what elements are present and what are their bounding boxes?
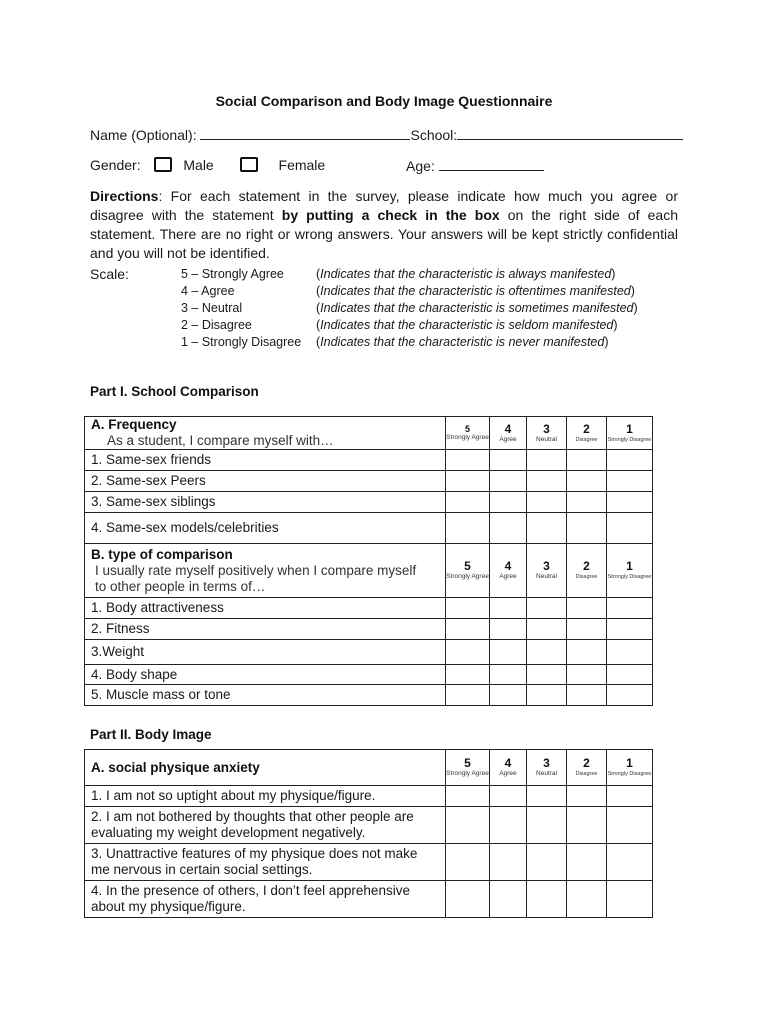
statement [85, 881, 446, 918]
scale-num: 3 [543, 756, 550, 770]
section-b-subtitle: I usually rate myself positively when I compare myself [95, 562, 417, 578]
scale-lab: Neutral [536, 770, 557, 777]
scale-lab: Strongly Disagree [607, 771, 652, 777]
paren: ) [633, 301, 638, 315]
scale-header-2 [567, 544, 607, 598]
table-row [85, 807, 653, 844]
scale-level-1 [181, 335, 609, 349]
statement: 4. Same-sex models/celebrities [85, 513, 446, 544]
scale-lab: Strongly Agree [446, 573, 489, 580]
check-box-3[interactable] [527, 513, 567, 544]
check-box-2[interactable] [567, 471, 607, 492]
statement [85, 786, 446, 807]
statement: 2. Same-sex Peers [85, 471, 446, 492]
check-box-3[interactable] [527, 598, 567, 619]
page-title: Social Comparison and Body Image Questionnaire [215, 93, 553, 109]
age-group [406, 157, 544, 174]
scale-level-desc: Indicates that the characteristic is sometimes manifested [320, 301, 634, 315]
section-a-subtitle: As a student, I compare myself with… [107, 433, 334, 448]
check-box-2[interactable] [567, 450, 607, 471]
statement: 3.Weight [85, 640, 446, 665]
scale-level-3 [181, 301, 638, 315]
table-row [85, 598, 653, 619]
scale-header-4 [490, 750, 527, 786]
scale-num: 1 [626, 756, 633, 770]
scale-lab: Agree [499, 435, 517, 443]
school-field[interactable] [457, 126, 683, 140]
paren: ) [611, 267, 616, 281]
scale-lab: Disagree [575, 771, 598, 777]
check-box-2[interactable] [567, 881, 607, 918]
scale-lab: Agree [499, 770, 517, 777]
check-box-4[interactable] [490, 807, 527, 844]
check-box-3[interactable] [527, 471, 567, 492]
check-box-3[interactable] [527, 619, 567, 640]
check-box-3[interactable] [527, 844, 567, 881]
scale-lab: Strongly Disagree [607, 436, 652, 443]
check-box-1[interactable] [607, 640, 653, 665]
scale-header-5 [446, 544, 490, 598]
check-box-3[interactable] [527, 665, 567, 685]
table-row [85, 786, 653, 807]
scale-header-2 [567, 750, 607, 786]
check-box-2[interactable] [567, 807, 607, 844]
check-box-1[interactable] [607, 492, 653, 513]
check-box-1[interactable] [607, 881, 653, 918]
check-box-1[interactable] [607, 786, 653, 807]
statement: 4. Body shape [85, 665, 446, 685]
female-checkbox[interactable] [240, 157, 258, 172]
check-box-5[interactable] [446, 685, 490, 706]
check-box-1[interactable] [607, 450, 653, 471]
check-box-5[interactable] [446, 598, 490, 619]
age-field[interactable] [439, 157, 544, 171]
paren: ( [316, 301, 321, 315]
scale-level-text: 3 – Neutral [181, 301, 243, 315]
name-label: Name (Optional): [90, 127, 197, 143]
directions-paragraph [90, 187, 678, 263]
scale-num: 4 [504, 421, 512, 436]
scale-level-text: 4 – Agree [181, 284, 235, 298]
check-box-3[interactable] [527, 640, 567, 665]
scale-header-3 [527, 544, 567, 598]
check-box-2[interactable] [567, 665, 607, 685]
scale-lab: Strongly Disagree [607, 574, 652, 580]
table-row [85, 471, 653, 492]
scale-level-4 [181, 284, 635, 298]
check-box-1[interactable] [607, 513, 653, 544]
scale-num: 2 [583, 756, 590, 770]
check-box-2[interactable] [567, 513, 607, 544]
scale-num: 5 [464, 424, 470, 434]
part2-section-a-header-row [85, 750, 653, 786]
part2-section-a-header [85, 750, 446, 786]
scale-level-desc: Indicates that the characteristic is seldom manifested [320, 318, 614, 332]
scale-header-5 [446, 417, 490, 450]
scale-level-desc: Indicates that the characteristic is always manifested [320, 267, 612, 281]
check-box-5[interactable] [446, 881, 490, 918]
table-row [85, 492, 653, 513]
statement: 2. Fitness [85, 619, 446, 640]
check-box-5[interactable] [446, 844, 490, 881]
paren: ) [630, 284, 635, 298]
directions-text-cont: on the right side of each statement. There are no right or wrong answers. Your answers will be kept strictly confidential and you will not be identified. [90, 207, 678, 261]
table-row [85, 881, 653, 918]
check-box-1[interactable] [607, 685, 653, 706]
check-box-4[interactable] [490, 881, 527, 918]
table-row [85, 665, 653, 685]
scale-lab: Strongly Agree [446, 770, 489, 777]
paren: ( [316, 335, 321, 349]
check-box-2[interactable] [567, 619, 607, 640]
scale-header-3 [527, 417, 567, 450]
check-box-4[interactable] [490, 619, 527, 640]
male-checkbox[interactable] [154, 157, 172, 172]
check-box-4[interactable] [490, 844, 527, 881]
statement-line: evaluating my weight development negatively. [91, 825, 366, 840]
table-row [85, 640, 653, 665]
statement: 3. Same-sex siblings [85, 492, 446, 513]
statement: 5. Muscle mass or tone [85, 685, 446, 706]
scale-header-1 [607, 750, 653, 786]
check-box-2[interactable] [567, 640, 607, 665]
gender-age-row [90, 157, 435, 174]
directions-text: : For each statement in the survey, please indicate how much you agree or disagree with the statement [90, 188, 678, 223]
check-box-3[interactable] [527, 450, 567, 471]
check-box-2[interactable] [567, 492, 607, 513]
check-box-2[interactable] [567, 786, 607, 807]
name-field[interactable] [200, 126, 410, 140]
check-box-4[interactable] [490, 786, 527, 807]
check-box-4[interactable] [490, 640, 527, 665]
statement-line: me nervous in certain social settings. [91, 862, 313, 877]
check-box-3[interactable] [527, 807, 567, 844]
scale-level-2 [181, 318, 618, 332]
check-box-5[interactable] [446, 450, 490, 471]
scale-num: 5 [464, 756, 471, 770]
check-box-3[interactable] [527, 786, 567, 807]
statement-line: 3. Unattractive features of my physique does not make [91, 846, 418, 861]
check-box-5[interactable] [446, 471, 490, 492]
section-a-header [85, 417, 446, 450]
scale-level-5 [181, 267, 615, 281]
scale-header-4 [490, 417, 527, 450]
statement: 1. Same-sex friends [85, 450, 446, 471]
check-box-4[interactable] [490, 513, 527, 544]
part2-table [84, 749, 653, 918]
statement [85, 807, 446, 844]
check-box-5[interactable] [446, 665, 490, 685]
check-box-2[interactable] [567, 844, 607, 881]
check-box-4[interactable] [490, 665, 527, 685]
female-label: Female [278, 157, 326, 173]
gender-label: Gender: [90, 157, 141, 173]
scale-level-text: 2 – Disagree [181, 318, 252, 332]
scale-lab: Neutral [536, 435, 557, 443]
section-a-header-row [85, 417, 653, 450]
paren: ) [604, 335, 609, 349]
table-row [85, 844, 653, 881]
scale-lab: Strongly Agree [446, 434, 489, 441]
table-row [85, 513, 653, 544]
section-b-header-row [85, 544, 653, 598]
check-box-3[interactable] [527, 492, 567, 513]
scale-level-desc: Indicates that the characteristic is never manifested [320, 335, 605, 349]
check-box-1[interactable] [607, 807, 653, 844]
scale-header-2 [567, 417, 607, 450]
check-box-4[interactable] [490, 598, 527, 619]
statement-line: 1. I am not so uptight about my physique/figure. [91, 788, 376, 803]
section-b-header [85, 544, 446, 598]
check-box-3[interactable] [527, 685, 567, 706]
scale-level-text: 5 – Strongly Agree [181, 267, 284, 281]
paren: ( [316, 284, 321, 298]
part2-section-a-heading: A. social physique anxiety [91, 759, 260, 775]
scale-num: 3 [543, 559, 550, 573]
check-box-5[interactable] [446, 619, 490, 640]
scale-lab: Disagree [575, 574, 598, 580]
scale-num: 4 [504, 559, 512, 573]
check-box-4[interactable] [490, 450, 527, 471]
scale-level-text: 1 – Strongly Disagree [181, 335, 302, 349]
paren: ) [613, 318, 618, 332]
table-row [85, 685, 653, 706]
check-box-3[interactable] [527, 881, 567, 918]
part2-title: Part II. Body Image [90, 727, 212, 742]
scale-num: 4 [504, 756, 512, 770]
scale-header-1 [607, 417, 653, 450]
table-row [85, 450, 653, 471]
check-box-1[interactable] [607, 844, 653, 881]
statement-line: 4. In the presence of others, I don’t feel apprehensive [91, 883, 410, 898]
check-box-4[interactable] [490, 685, 527, 706]
paren: ( [316, 318, 321, 332]
male-label: Male [183, 157, 214, 173]
statement-line: 2. I am not bothered by thoughts that other people are [91, 809, 414, 824]
section-b-heading: B. type of comparison [91, 546, 233, 562]
check-box-1[interactable] [607, 598, 653, 619]
statement [85, 844, 446, 881]
table-row [85, 619, 653, 640]
scale-header-5 [446, 750, 490, 786]
scale-num: 1 [626, 559, 633, 573]
check-box-4[interactable] [490, 492, 527, 513]
scale-lab: Disagree [575, 436, 598, 443]
check-box-2[interactable] [567, 598, 607, 619]
scale-lab: Agree [499, 573, 517, 580]
section-b-subtitle-cont: to other people in terms of… [95, 578, 266, 594]
part1-title: Part I. School Comparison [90, 384, 259, 399]
check-box-5[interactable] [446, 640, 490, 665]
section-a-heading: A. Frequency [91, 417, 177, 432]
scale-num: 3 [543, 421, 550, 436]
check-box-5[interactable] [446, 807, 490, 844]
check-box-4[interactable] [490, 471, 527, 492]
statement-line: about my physique/figure. [91, 899, 246, 914]
school-label: School: [410, 127, 458, 143]
name-school-row [90, 126, 683, 143]
directions-lead: Directions [90, 188, 159, 204]
check-box-1[interactable] [607, 619, 653, 640]
scale-header-4 [490, 544, 527, 598]
statement: 1. Body attractiveness [85, 598, 446, 619]
directions-emphasis: by putting a check in the box [281, 207, 500, 223]
check-box-5[interactable] [446, 492, 490, 513]
scale-header-3 [527, 750, 567, 786]
check-box-5[interactable] [446, 513, 490, 544]
scale-label: Scale: [90, 266, 129, 282]
scale-lab: Neutral [536, 573, 557, 580]
age-label: Age: [406, 158, 435, 174]
check-box-1[interactable] [607, 665, 653, 685]
check-box-2[interactable] [567, 685, 607, 706]
scale-header-1 [607, 544, 653, 598]
scale-num: 2 [583, 559, 590, 573]
scale-num: 2 [583, 421, 590, 436]
check-box-1[interactable] [607, 471, 653, 492]
part1-table [84, 416, 653, 706]
scale-num: 1 [626, 421, 633, 436]
scale-num: 5 [464, 559, 471, 573]
check-box-5[interactable] [446, 786, 490, 807]
paren: ( [316, 267, 321, 281]
scale-level-desc: Indicates that the characteristic is oftentimes manifested [320, 284, 631, 298]
